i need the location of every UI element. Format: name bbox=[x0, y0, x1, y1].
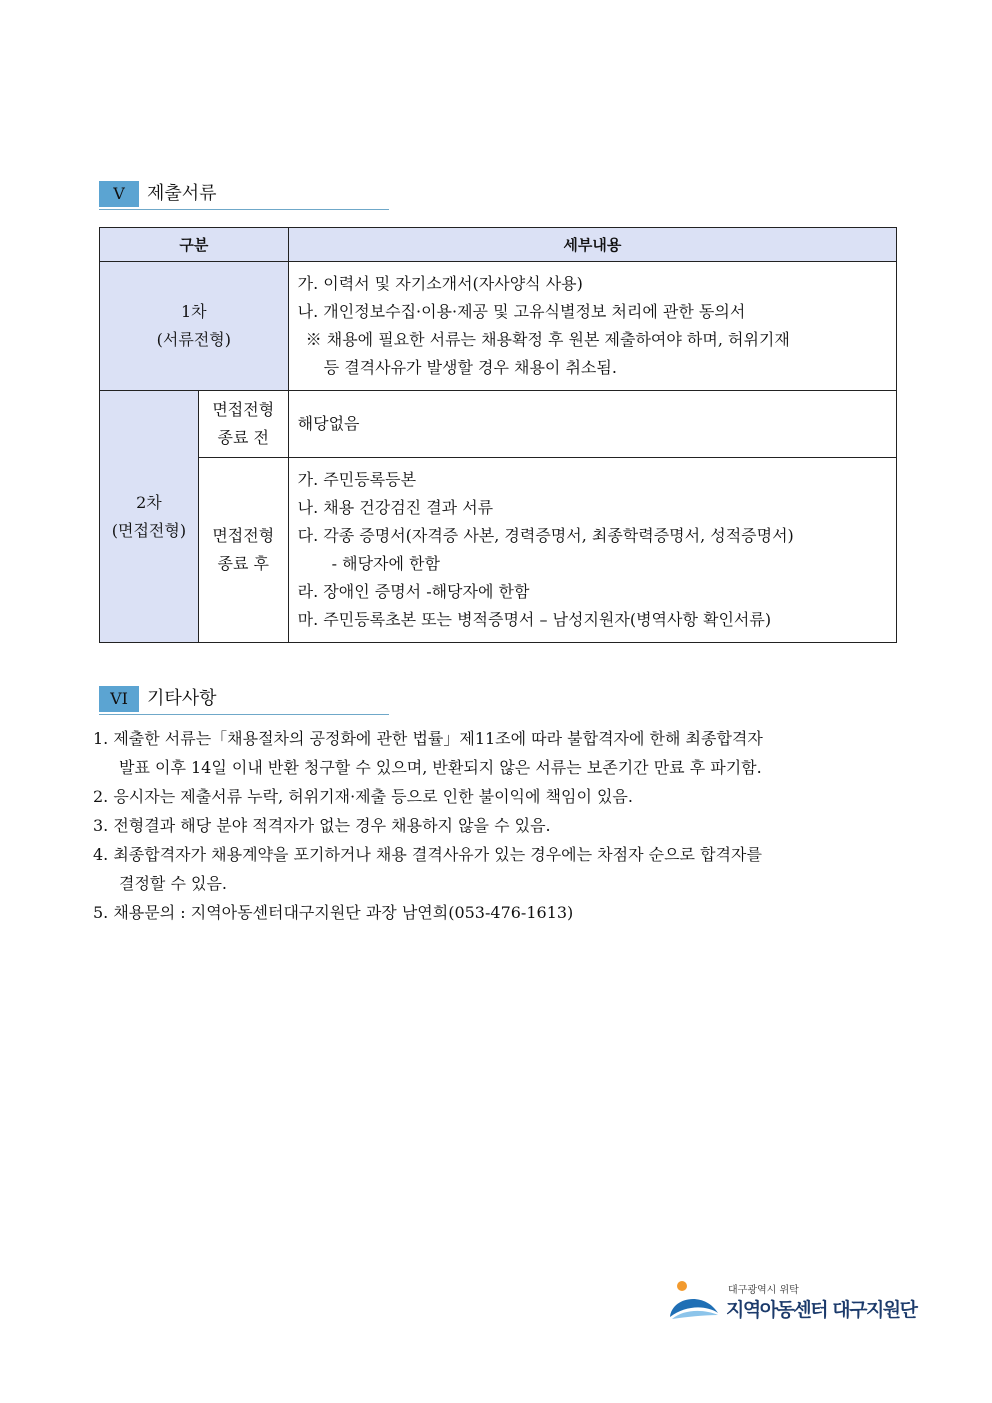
note-text: 1. 제출한 서류는「채용절차의 공정화에 관한 법률」제11조에 따라 불합격자에 한해 최종합격자 bbox=[93, 729, 763, 748]
row1-note-cont: 등 결격사유가 발생할 경우 채용이 취소됨. bbox=[323, 358, 617, 377]
section-6-number: VI bbox=[99, 686, 139, 712]
row1-line: 나. 개인정보수집·이용·제공 및 고유식별정보 처리에 관한 동의서 bbox=[297, 302, 746, 321]
sub2-label-line1: 면접전형 bbox=[212, 526, 275, 545]
notes-list bbox=[93, 724, 897, 927]
sub2-line: 다. 각종 증명서(자격증 사본, 경력증명서, 최종학력증명서, 성적증명서) bbox=[297, 526, 794, 545]
row2-label-line2: (면접전형) bbox=[111, 520, 187, 540]
note-text: 2. 응시자는 제출서류 누락, 허위기재·제출 등으로 인한 불이익에 책임이 있음. bbox=[93, 787, 633, 806]
list-item bbox=[93, 898, 897, 927]
organization-logo bbox=[668, 1275, 917, 1335]
header-category: 구분 bbox=[100, 228, 289, 262]
row1-label-line1: 1차 bbox=[181, 302, 207, 321]
table-header-row bbox=[100, 228, 897, 262]
note-text: 4. 최종합격자가 채용계약을 포기하거나 채용 결격사유가 있는 경우에는 차점자 순으로 합격자를 bbox=[93, 845, 762, 864]
note-text-cont: 발표 이후 14일 이내 반환 청구할 수 있으며, 반환되지 않은 서류는 보존기간 만료 후 파기함. bbox=[119, 758, 762, 777]
sub1-label-line1: 면접전형 bbox=[212, 400, 275, 419]
section-5-header bbox=[99, 181, 389, 210]
sub2-line: - 해당자에 한함 bbox=[331, 554, 440, 573]
row2-sub2-content bbox=[288, 458, 896, 643]
sub2-line: 마. 주민등록초본 또는 병적증명서 – 남성지원자(병역사항 확인서류) bbox=[297, 610, 772, 629]
row1-content bbox=[288, 262, 896, 391]
row1-label-line2: (서류전형) bbox=[156, 330, 231, 349]
sub2-line: 나. 채용 건강검진 결과 서류 bbox=[297, 498, 494, 517]
row2-label-line1: 2차 bbox=[136, 492, 162, 512]
section-6-header bbox=[99, 686, 389, 715]
list-item bbox=[93, 724, 897, 782]
logo-main-text: 지역아동센터 대구지원단 bbox=[726, 1299, 917, 1321]
table-row bbox=[100, 262, 897, 391]
list-item bbox=[93, 782, 897, 811]
section-6-title: 기타사항 bbox=[147, 688, 217, 709]
row2-label bbox=[100, 391, 199, 643]
sub2-line: 가. 주민등록등본 bbox=[297, 470, 417, 489]
row1-note: ※ 채용에 필요한 서류는 채용확정 후 원본 제출하여야 하며, 허위기재 bbox=[305, 330, 790, 349]
header-details: 세부내용 bbox=[288, 228, 896, 262]
list-item bbox=[93, 840, 897, 898]
note-text: 3. 전형결과 해당 분야 적격자가 없는 경우 채용하지 않을 수 있음. bbox=[93, 816, 551, 835]
row2-sub1-content: 해당없음 bbox=[288, 391, 896, 458]
list-item bbox=[93, 811, 897, 840]
logo-small-text: 대구광역시 위탁 bbox=[728, 1285, 799, 1296]
sub2-label-line2: 종료 후 bbox=[217, 554, 269, 573]
table-row bbox=[100, 458, 897, 643]
row1-label bbox=[100, 262, 289, 391]
row2-sub1-label bbox=[198, 391, 288, 458]
row2-sub2-label bbox=[198, 458, 288, 643]
note-text: 5. 채용문의 : 지역아동센터대구지원단 과장 남연희(053-476-1613) bbox=[93, 903, 574, 922]
logo-mark-icon bbox=[668, 1275, 728, 1335]
sub2-line: 라. 장애인 증명서 -해당자에 한함 bbox=[297, 582, 530, 601]
table-row bbox=[100, 391, 897, 458]
section-5-number: V bbox=[99, 181, 139, 207]
documents-table bbox=[99, 227, 897, 643]
row1-line: 가. 이력서 및 자기소개서(자사양식 사용) bbox=[297, 274, 583, 293]
section-5-title: 제출서류 bbox=[147, 183, 217, 204]
note-text-cont: 결정할 수 있음. bbox=[119, 874, 227, 893]
sub1-label-line2: 종료 전 bbox=[217, 428, 269, 447]
